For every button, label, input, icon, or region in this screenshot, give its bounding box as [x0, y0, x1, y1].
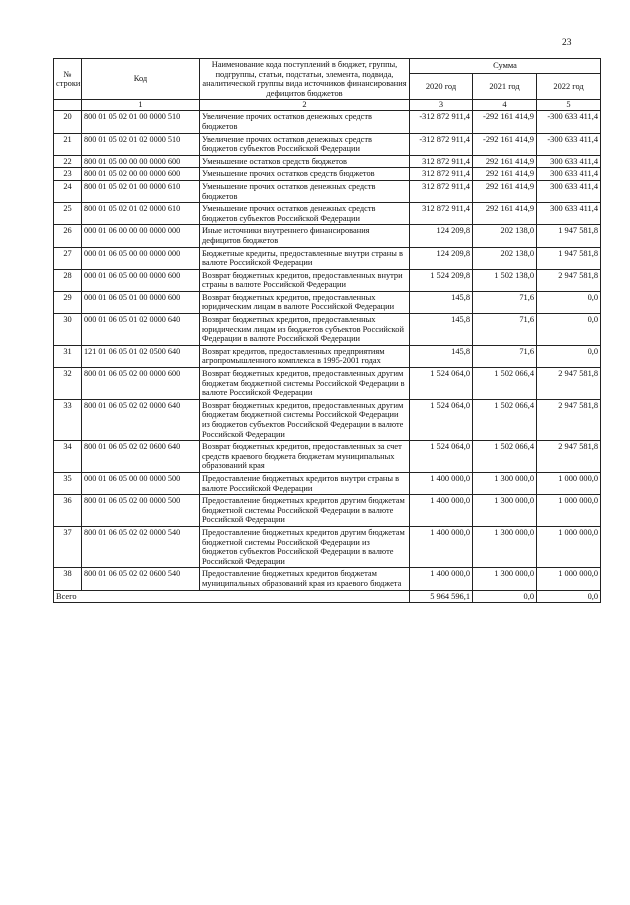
- value-2022: 1 000 000,0: [537, 526, 601, 567]
- value-2021: 202 138,0: [473, 247, 537, 269]
- row-code: 121 01 06 05 01 02 0500 640: [82, 345, 200, 367]
- value-2022: 0,0: [537, 291, 601, 313]
- value-2020: 1 524 064,0: [410, 399, 473, 440]
- table-body: [54, 111, 601, 590]
- row-code: 000 01 06 05 01 00 0000 600: [82, 291, 200, 313]
- value-2020: 145,8: [410, 314, 473, 346]
- row-name: Предоставление бюджетных кредитов бюджетам муниципальных образований края из краевого бюджета: [200, 568, 410, 590]
- value-2020: 1 524 064,0: [410, 441, 473, 473]
- total-row: [54, 590, 601, 603]
- table-row: [54, 269, 601, 291]
- row-code: 800 01 05 00 00 00 0000 600: [82, 155, 200, 168]
- value-2022: 1 947 581,8: [537, 247, 601, 269]
- value-2020: 1 400 000,0: [410, 495, 473, 527]
- row-name: Уменьшение остатков средств бюджетов: [200, 155, 410, 168]
- table-row: [54, 225, 601, 247]
- row-name: Предоставление бюджетных кредитов другим бюджетам бюджетной системы Российской Федерации из бюджетов субъектов Российской Федерации в валюте Российской Федерации: [200, 526, 410, 567]
- value-2021: 292 161 414,9: [473, 180, 537, 202]
- value-2020: -312 872 911,4: [410, 133, 473, 155]
- row-code: 800 01 05 02 01 02 0000 610: [82, 203, 200, 225]
- header-name: Наименование кода поступлений в бюджет, группы, подгруппы, статьи, подстатьи, элемента, подвида, аналитической группы вида источников финансирования дефицитов бюджетов: [200, 59, 410, 100]
- column-number: 3: [410, 100, 473, 111]
- row-code: 800 01 06 05 02 00 0000 600: [82, 368, 200, 400]
- value-2021: 1 502 066,4: [473, 399, 537, 440]
- table-row: [54, 399, 601, 440]
- column-number: 5: [537, 100, 601, 111]
- table-row: [54, 203, 601, 225]
- row-code: 800 01 06 05 02 02 0600 640: [82, 441, 200, 473]
- header-year-2020: 2020 год: [410, 74, 473, 100]
- row-code: 800 01 05 02 01 00 0000 510: [82, 111, 200, 133]
- row-code: 800 01 05 02 01 00 0000 610: [82, 180, 200, 202]
- value-2022: 2 947 581,8: [537, 399, 601, 440]
- row-name: Уменьшение прочих остатков средств бюджетов: [200, 168, 410, 181]
- value-2021: 71,6: [473, 314, 537, 346]
- value-2020: 1 400 000,0: [410, 526, 473, 567]
- row-name: Возврат бюджетных кредитов, предоставленных другим бюджетам бюджетной системы Российской Федерации в валюте Российской Федерации: [200, 368, 410, 400]
- row-number: 20: [54, 111, 82, 133]
- row-name: Предоставление бюджетных кредитов другим бюджетам бюджетной системы Российской Федерации в валюте Российской Федерации: [200, 495, 410, 527]
- row-name: Предоставление бюджетных кредитов внутри страны в валюте Российской Федерации: [200, 472, 410, 494]
- column-number-row: [54, 100, 601, 111]
- row-name: Возврат кредитов, предоставленных предприятиям агропромышленного комплекса в 1995-2001 годах: [200, 345, 410, 367]
- value-2022: -300 633 411,4: [537, 133, 601, 155]
- row-code: 000 01 06 05 00 00 0000 600: [82, 269, 200, 291]
- row-name: Возврат бюджетных кредитов, предоставленных внутри страны в валюте Российской Федерации: [200, 269, 410, 291]
- value-2020: 312 872 911,4: [410, 203, 473, 225]
- table-row: [54, 495, 601, 527]
- row-code: 800 01 06 05 02 00 0000 500: [82, 495, 200, 527]
- table-row: [54, 291, 601, 313]
- row-name: Уменьшение прочих остатков денежных средств бюджетов субъектов Российской Федерации: [200, 203, 410, 225]
- table-row: [54, 111, 601, 133]
- row-name: Возврат бюджетных кредитов, предоставленных другим бюджетам бюджетной системы Российской Федерации из бюджетов субъектов Российской Федерации в валюте Российской Федерации: [200, 399, 410, 440]
- value-2020: 1 524 064,0: [410, 368, 473, 400]
- value-2021: 1 502 138,0: [473, 269, 537, 291]
- value-2020: 145,8: [410, 291, 473, 313]
- header-year-2022: 2022 год: [537, 74, 601, 100]
- value-2020: 312 872 911,4: [410, 180, 473, 202]
- value-2022: 1 947 581,8: [537, 225, 601, 247]
- header-code: Код: [82, 59, 200, 100]
- table-row: [54, 526, 601, 567]
- value-2021: 292 161 414,9: [473, 168, 537, 181]
- row-number: 31: [54, 345, 82, 367]
- table-row: [54, 472, 601, 494]
- row-code: 800 01 06 05 02 02 0600 540: [82, 568, 200, 590]
- row-code: 000 01 06 05 00 00 0000 500: [82, 472, 200, 494]
- table-row: [54, 180, 601, 202]
- column-number: [54, 100, 82, 111]
- value-2020: 145,8: [410, 345, 473, 367]
- total-2021: 0,0: [473, 590, 537, 603]
- row-name: Возврат бюджетных кредитов, предоставленных юридическим лицам в валюте Российской Федерации: [200, 291, 410, 313]
- row-name: Возврат бюджетных кредитов, предоставленных за счет средств краевого бюджета бюджетам муниципальных образований края: [200, 441, 410, 473]
- column-number: 2: [200, 100, 410, 111]
- row-number: 25: [54, 203, 82, 225]
- value-2021: 1 300 000,0: [473, 495, 537, 527]
- header-year-2021: 2021 год: [473, 74, 537, 100]
- page-number: 23: [562, 38, 572, 48]
- row-number: 23: [54, 168, 82, 181]
- row-number: 37: [54, 526, 82, 567]
- value-2021: 1 502 066,4: [473, 368, 537, 400]
- header-row-number: № строки: [54, 59, 82, 100]
- row-name: Уменьшение прочих остатков денежных средств бюджетов: [200, 180, 410, 202]
- value-2020: -312 872 911,4: [410, 111, 473, 133]
- row-number: 32: [54, 368, 82, 400]
- value-2022: 300 633 411,4: [537, 180, 601, 202]
- value-2021: 1 300 000,0: [473, 526, 537, 567]
- row-code: 800 01 06 05 02 02 0000 540: [82, 526, 200, 567]
- value-2021: -292 161 414,9: [473, 111, 537, 133]
- row-name: Увеличение прочих остатков денежных средств бюджетов: [200, 111, 410, 133]
- row-number: 38: [54, 568, 82, 590]
- table-row: [54, 168, 601, 181]
- value-2021: 292 161 414,9: [473, 203, 537, 225]
- value-2022: 1 000 000,0: [537, 568, 601, 590]
- row-number: 35: [54, 472, 82, 494]
- budget-sources-table: [53, 58, 601, 603]
- value-2022: 1 000 000,0: [537, 472, 601, 494]
- value-2022: 2 947 581,8: [537, 368, 601, 400]
- row-code: 800 01 06 05 02 02 0000 640: [82, 399, 200, 440]
- value-2022: 300 633 411,4: [537, 203, 601, 225]
- value-2020: 1 400 000,0: [410, 472, 473, 494]
- value-2021: 202 138,0: [473, 225, 537, 247]
- column-number: 1: [82, 100, 200, 111]
- table-row: [54, 314, 601, 346]
- row-code: 800 01 05 02 00 00 0000 600: [82, 168, 200, 181]
- row-name: Иные источники внутреннего финансирования дефицитов бюджетов: [200, 225, 410, 247]
- row-name: Возврат бюджетных кредитов, предоставленных юридическим лицам из бюджетов субъектов Российской Федерации в валюте Российской Федерации: [200, 314, 410, 346]
- row-number: 36: [54, 495, 82, 527]
- row-number: 24: [54, 180, 82, 202]
- table-row: [54, 345, 601, 367]
- value-2020: 1 524 209,8: [410, 269, 473, 291]
- value-2022: 300 633 411,4: [537, 168, 601, 181]
- row-code: 000 01 06 05 01 02 0000 640: [82, 314, 200, 346]
- table-row: [54, 441, 601, 473]
- row-number: 21: [54, 133, 82, 155]
- row-number: 29: [54, 291, 82, 313]
- row-code: 000 01 06 00 00 00 0000 000: [82, 225, 200, 247]
- row-code: 800 01 05 02 01 02 0000 510: [82, 133, 200, 155]
- value-2021: 71,6: [473, 291, 537, 313]
- value-2020: 124 209,8: [410, 225, 473, 247]
- row-number: 34: [54, 441, 82, 473]
- total-2020: 5 964 596,1: [410, 590, 473, 603]
- table-row: [54, 368, 601, 400]
- row-code: 000 01 06 05 00 00 0000 000: [82, 247, 200, 269]
- column-number: 4: [473, 100, 537, 111]
- value-2022: 300 633 411,4: [537, 155, 601, 168]
- value-2020: 312 872 911,4: [410, 168, 473, 181]
- table-row: [54, 568, 601, 590]
- value-2022: 0,0: [537, 314, 601, 346]
- table-row: [54, 247, 601, 269]
- row-name: Увеличение прочих остатков денежных средств бюджетов субъектов Российской Федерации: [200, 133, 410, 155]
- value-2020: 124 209,8: [410, 247, 473, 269]
- value-2021: 71,6: [473, 345, 537, 367]
- value-2021: 1 300 000,0: [473, 472, 537, 494]
- value-2022: 0,0: [537, 345, 601, 367]
- value-2021: -292 161 414,9: [473, 133, 537, 155]
- row-number: 22: [54, 155, 82, 168]
- value-2020: 312 872 911,4: [410, 155, 473, 168]
- row-name: Бюджетные кредиты, предоставленные внутри страны в валюте Российской Федерации: [200, 247, 410, 269]
- value-2022: 2 947 581,8: [537, 269, 601, 291]
- value-2021: 292 161 414,9: [473, 155, 537, 168]
- header-sum: Сумма: [410, 59, 601, 74]
- row-number: 26: [54, 225, 82, 247]
- table-row: [54, 133, 601, 155]
- value-2020: 1 400 000,0: [410, 568, 473, 590]
- value-2022: -300 633 411,4: [537, 111, 601, 133]
- row-number: 30: [54, 314, 82, 346]
- total-label: Всего: [54, 590, 410, 603]
- row-number: 33: [54, 399, 82, 440]
- value-2022: 1 000 000,0: [537, 495, 601, 527]
- row-number: 27: [54, 247, 82, 269]
- value-2021: 1 300 000,0: [473, 568, 537, 590]
- table-row: [54, 155, 601, 168]
- value-2021: 1 502 066,4: [473, 441, 537, 473]
- total-2022: 0,0: [537, 590, 601, 603]
- value-2022: 2 947 581,8: [537, 441, 601, 473]
- row-number: 28: [54, 269, 82, 291]
